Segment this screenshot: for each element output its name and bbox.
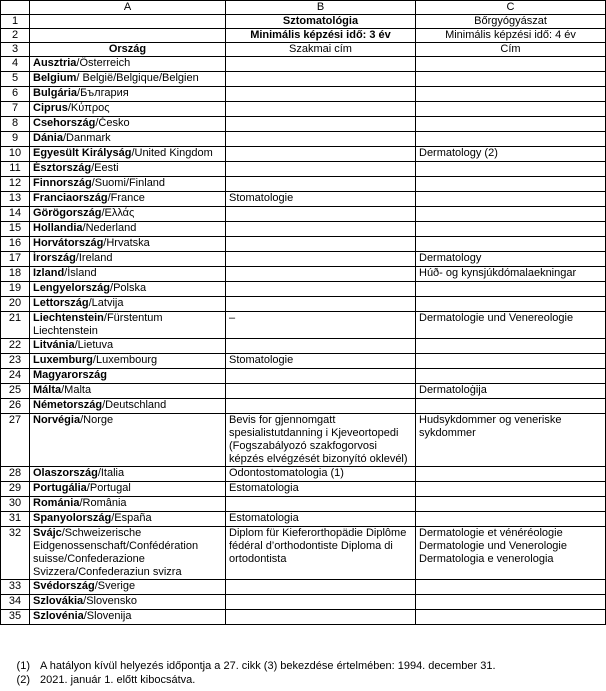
column-header-c[interactable]: C bbox=[416, 1, 606, 15]
dermatology-title-cell[interactable]: Dermatology bbox=[416, 252, 606, 267]
country-name: Dánia bbox=[33, 132, 63, 144]
stomatology-title-cell[interactable] bbox=[226, 162, 416, 177]
country-native-name: /Česko bbox=[95, 117, 130, 129]
stomatology-title-cell[interactable] bbox=[226, 132, 416, 147]
dermatology-title-cell[interactable] bbox=[416, 207, 606, 222]
country-cell[interactable] bbox=[30, 354, 226, 369]
table-row bbox=[1, 252, 606, 267]
row-number[interactable]: 10 bbox=[1, 147, 30, 162]
table-row bbox=[1, 237, 606, 252]
dermatology-title-cell[interactable]: Húð- og kynsjúkdómalaekningar bbox=[416, 267, 606, 282]
specialty-title-stomatology[interactable]: Sztomatológia bbox=[226, 15, 416, 29]
country-cell[interactable] bbox=[30, 282, 226, 297]
stomatology-title-cell[interactable] bbox=[226, 237, 416, 252]
country-native-name: /Polska bbox=[110, 282, 147, 294]
table-row bbox=[1, 162, 606, 177]
country-cell[interactable] bbox=[30, 177, 226, 192]
stomatology-title-cell[interactable] bbox=[226, 369, 416, 384]
country-name: Liechtenstein bbox=[33, 312, 104, 324]
row-number[interactable]: 14 bbox=[1, 207, 30, 222]
column-header-a[interactable]: A bbox=[30, 1, 226, 15]
cell-a2[interactable] bbox=[30, 29, 226, 43]
footnote-1 bbox=[0, 659, 606, 673]
row-number[interactable]: 19 bbox=[1, 282, 30, 297]
corner-cell bbox=[1, 1, 30, 15]
country-native-name: /Malta bbox=[61, 384, 92, 396]
country-native-name: /Sverige bbox=[94, 580, 136, 592]
country-native-name: / België/Belgique/Belgien bbox=[76, 72, 199, 84]
row-number[interactable]: 13 bbox=[1, 192, 30, 207]
stomatology-title-cell[interactable] bbox=[226, 57, 416, 72]
dermatology-title-cell[interactable]: Dermatoloġija bbox=[416, 384, 606, 399]
country-name: Lengyelország bbox=[33, 282, 111, 294]
footnote-number: (2) bbox=[16, 674, 30, 686]
country-cell[interactable] bbox=[30, 312, 226, 339]
header-row-1 bbox=[1, 15, 606, 29]
row-number[interactable]: 12 bbox=[1, 177, 30, 192]
row-number[interactable]: 9 bbox=[1, 132, 30, 147]
row-number[interactable]: 2 bbox=[1, 29, 30, 43]
country-native-name: /España bbox=[111, 512, 152, 524]
dermatology-title-cell[interactable] bbox=[416, 117, 606, 132]
country-cell[interactable] bbox=[30, 512, 226, 527]
country-native-name: /Hrvatska bbox=[103, 237, 150, 249]
country-name: Svájc bbox=[33, 527, 62, 539]
row-number[interactable]: 34 bbox=[1, 595, 30, 610]
row-number[interactable]: 27 bbox=[1, 414, 30, 467]
table-row bbox=[1, 414, 606, 467]
dermatology-title-cell[interactable] bbox=[416, 467, 606, 482]
country-native-name: /United Kingdom bbox=[131, 147, 213, 159]
dermatology-title-cell[interactable] bbox=[416, 399, 606, 414]
row-number[interactable]: 5 bbox=[1, 72, 30, 87]
country-cell[interactable] bbox=[30, 297, 226, 312]
row-number[interactable]: 32 bbox=[1, 527, 30, 580]
country-name: Málta bbox=[33, 384, 62, 396]
table-row bbox=[1, 399, 606, 414]
stomatology-title-cell[interactable] bbox=[226, 147, 416, 162]
dermatology-title-cell[interactable] bbox=[416, 512, 606, 527]
country-native-name: /Latvija bbox=[88, 297, 124, 309]
footnote-number: (1) bbox=[16, 660, 30, 672]
cell-a1[interactable] bbox=[30, 15, 226, 29]
stomatology-title-cell[interactable] bbox=[226, 580, 416, 595]
country-name: Olaszország bbox=[33, 467, 98, 479]
country-name: Izland bbox=[33, 267, 65, 279]
dermatology-title-cell[interactable] bbox=[416, 497, 606, 512]
table-row bbox=[1, 312, 606, 339]
table-row bbox=[1, 354, 606, 369]
country-cell[interactable] bbox=[30, 192, 226, 207]
row-number[interactable]: 7 bbox=[1, 102, 30, 117]
table-row bbox=[1, 369, 606, 384]
dermatology-title-cell[interactable] bbox=[416, 57, 606, 72]
country-native-name: /Ελλάς bbox=[101, 207, 135, 219]
table-row bbox=[1, 497, 606, 512]
row-number[interactable]: 11 bbox=[1, 162, 30, 177]
footnote-2 bbox=[0, 673, 606, 687]
country-cell[interactable] bbox=[30, 369, 226, 384]
country-native-name: /Deutschland bbox=[102, 399, 167, 411]
dermatology-title-cell[interactable] bbox=[416, 222, 606, 237]
table-row bbox=[1, 177, 606, 192]
table-row bbox=[1, 57, 606, 72]
table-row bbox=[1, 527, 606, 580]
dermatology-title-cell[interactable] bbox=[416, 354, 606, 369]
country-column-header[interactable]: Ország bbox=[30, 43, 226, 57]
stomatology-title-cell[interactable] bbox=[226, 399, 416, 414]
footnote-text: 2021. január 1. előtt kibocsátva. bbox=[40, 674, 196, 686]
dermatology-title-cell[interactable]: Dermatologie und Venereologie bbox=[416, 312, 606, 339]
column-header-b[interactable]: B bbox=[226, 1, 416, 15]
stomatology-title-cell[interactable] bbox=[226, 297, 416, 312]
stomatology-title-cell[interactable]: Estomatologia bbox=[226, 512, 416, 527]
country-name: Ciprus bbox=[33, 102, 68, 114]
table-row bbox=[1, 72, 606, 87]
table-row bbox=[1, 192, 606, 207]
country-name: Csehország bbox=[33, 117, 96, 129]
country-cell[interactable] bbox=[30, 384, 226, 399]
country-name: Franciaország bbox=[33, 192, 108, 204]
country-name: Litvánia bbox=[33, 339, 75, 351]
country-name: Hollandia bbox=[33, 222, 83, 234]
table-row bbox=[1, 207, 606, 222]
dermatology-title-cell[interactable] bbox=[416, 102, 606, 117]
row-number[interactable]: 22 bbox=[1, 339, 30, 354]
table-row bbox=[1, 117, 606, 132]
stomatology-title-cell[interactable] bbox=[226, 87, 416, 102]
country-native-name: /Ísland bbox=[64, 267, 97, 279]
country-cell[interactable] bbox=[30, 610, 226, 625]
dermatology-title-cell[interactable]: Dermatology (2) bbox=[416, 147, 606, 162]
header-row-2 bbox=[1, 29, 606, 43]
country-native-name: /Slovensko bbox=[83, 595, 137, 607]
table-row bbox=[1, 482, 606, 497]
stomatology-title-cell[interactable] bbox=[226, 282, 416, 297]
country-name: Szlovénia bbox=[33, 610, 84, 622]
table-row bbox=[1, 147, 606, 162]
stomatology-title-cell[interactable] bbox=[226, 610, 416, 625]
country-name: Norvégia bbox=[33, 414, 81, 426]
country-cell[interactable] bbox=[30, 497, 226, 512]
country-name: Svédország bbox=[33, 580, 95, 592]
country-name: Németország bbox=[33, 399, 103, 411]
country-native-name: /Italia bbox=[97, 467, 125, 479]
country-cell[interactable] bbox=[30, 147, 226, 162]
stomatology-title-cell[interactable]: Bevis for gjennomgatt spesialistutdanning i Kjeveortopedi (Fogszabályozó szakfogorvosi képzés elvégzését bizonyító oklevél) bbox=[226, 414, 416, 467]
country-name: Bulgária bbox=[33, 87, 78, 99]
table-row bbox=[1, 339, 606, 354]
row-number[interactable]: 15 bbox=[1, 222, 30, 237]
dermatology-title-cell[interactable]: Hudsykdommer og veneriske sykdommer bbox=[416, 414, 606, 467]
row-number[interactable]: 8 bbox=[1, 117, 30, 132]
dermatology-title-cell[interactable] bbox=[416, 595, 606, 610]
row-number[interactable]: 23 bbox=[1, 354, 30, 369]
row-number[interactable]: 33 bbox=[1, 580, 30, 595]
row-number[interactable]: 21 bbox=[1, 312, 30, 339]
row-number[interactable]: 25 bbox=[1, 384, 30, 399]
row-number[interactable]: 17 bbox=[1, 252, 30, 267]
row-number[interactable]: 31 bbox=[1, 512, 30, 527]
professional-title-header[interactable]: Szakmai cím bbox=[226, 43, 416, 57]
row-number[interactable]: 1 bbox=[1, 15, 30, 29]
country-native-name: /Österreich bbox=[76, 57, 131, 69]
country-name: Egyesült Királyság bbox=[33, 147, 132, 159]
dermatology-title-cell[interactable] bbox=[416, 369, 606, 384]
country-native-name: /Fürstentum Liechtenstein bbox=[33, 312, 163, 337]
country-name: Észtország bbox=[33, 162, 92, 174]
stomatology-title-cell[interactable]: Odontostomatologia (1) bbox=[226, 467, 416, 482]
country-cell[interactable] bbox=[30, 117, 226, 132]
country-native-name: /Danmark bbox=[62, 132, 111, 144]
stomatology-title-cell[interactable] bbox=[226, 207, 416, 222]
country-name: Románia bbox=[33, 497, 80, 509]
table-row bbox=[1, 580, 606, 595]
dermatology-title-cell[interactable] bbox=[416, 610, 606, 625]
dermatology-title-cell[interactable] bbox=[416, 87, 606, 102]
country-cell[interactable] bbox=[30, 132, 226, 147]
country-name: Ausztria bbox=[33, 57, 77, 69]
stomatology-title-cell[interactable] bbox=[226, 222, 416, 237]
stomatology-title-cell[interactable] bbox=[226, 117, 416, 132]
country-native-name: /Portugal bbox=[86, 482, 131, 494]
country-native-name: /Nederland bbox=[82, 222, 137, 234]
row-number[interactable]: 6 bbox=[1, 87, 30, 102]
min-training-dermatology[interactable]: Minimális képzési idő: 4 év bbox=[416, 29, 606, 43]
country-name: Horvátország bbox=[33, 237, 104, 249]
stomatology-title-cell[interactable]: – bbox=[226, 312, 416, 339]
country-cell[interactable] bbox=[30, 237, 226, 252]
country-native-name: /Lietuva bbox=[74, 339, 114, 351]
table-row bbox=[1, 297, 606, 312]
row-number[interactable]: 35 bbox=[1, 610, 30, 625]
country-native-name: /Schweizerische Eidgenossenschaft/Confédération suisse/Confederazione Svizzera/Confederaziun svizra bbox=[33, 527, 199, 578]
table-row bbox=[1, 102, 606, 117]
country-native-name: /France bbox=[107, 192, 145, 204]
table-row bbox=[1, 282, 606, 297]
country-cell[interactable] bbox=[30, 399, 226, 414]
country-cell[interactable] bbox=[30, 580, 226, 595]
footnotes bbox=[0, 659, 606, 687]
stomatology-title-cell[interactable] bbox=[226, 102, 416, 117]
country-native-name: /България bbox=[77, 87, 129, 99]
row-number[interactable]: 4 bbox=[1, 57, 30, 72]
country-native-name: /Ireland bbox=[75, 252, 113, 264]
stomatology-title-cell[interactable]: Diplom für Kieferorthopädie Diplôme fédéral d’orthodontiste Diploma di ortodontista bbox=[226, 527, 416, 580]
table-row bbox=[1, 467, 606, 482]
table-row bbox=[1, 222, 606, 237]
dermatology-title-cell[interactable]: Dermatologie et vénéréologie Dermatologie und Venerologie Dermatologia e venerologia bbox=[416, 527, 606, 580]
stomatology-title-cell[interactable] bbox=[226, 497, 416, 512]
table-row bbox=[1, 267, 606, 282]
table-row bbox=[1, 512, 606, 527]
stomatology-title-cell[interactable] bbox=[226, 252, 416, 267]
table-row bbox=[1, 87, 606, 102]
country-native-name: /România bbox=[79, 497, 127, 509]
row-number[interactable]: 18 bbox=[1, 267, 30, 282]
country-cell[interactable] bbox=[30, 207, 226, 222]
country-cell[interactable] bbox=[30, 595, 226, 610]
stomatology-title-cell[interactable] bbox=[226, 267, 416, 282]
country-native-name: /Eesti bbox=[91, 162, 119, 174]
dermatology-title-cell[interactable] bbox=[416, 482, 606, 497]
country-cell[interactable] bbox=[30, 527, 226, 580]
country-cell[interactable] bbox=[30, 252, 226, 267]
country-cell[interactable] bbox=[30, 87, 226, 102]
min-training-stomatology[interactable]: Minimális képzési idő: 3 év bbox=[226, 29, 416, 43]
dermatology-title-cell[interactable] bbox=[416, 177, 606, 192]
table-row bbox=[1, 610, 606, 625]
country-cell[interactable] bbox=[30, 57, 226, 72]
country-cell[interactable] bbox=[30, 467, 226, 482]
table-row bbox=[1, 132, 606, 147]
country-native-name: /Slovenija bbox=[83, 610, 132, 622]
country-cell[interactable] bbox=[30, 414, 226, 467]
country-name: Görögország bbox=[33, 207, 102, 219]
row-number[interactable]: 29 bbox=[1, 482, 30, 497]
country-name: Írország bbox=[33, 252, 76, 264]
row-number[interactable]: 28 bbox=[1, 467, 30, 482]
country-cell[interactable] bbox=[30, 482, 226, 497]
country-name: Portugália bbox=[33, 482, 87, 494]
row-number[interactable]: 20 bbox=[1, 297, 30, 312]
row-number[interactable]: 30 bbox=[1, 497, 30, 512]
stomatology-title-cell[interactable] bbox=[226, 339, 416, 354]
stomatology-title-cell[interactable] bbox=[226, 72, 416, 87]
dermatology-title-cell[interactable] bbox=[416, 192, 606, 207]
table-row bbox=[1, 595, 606, 610]
country-cell[interactable] bbox=[30, 267, 226, 282]
row-number[interactable]: 16 bbox=[1, 237, 30, 252]
country-name: Belgium bbox=[33, 72, 77, 84]
row-number[interactable]: 26 bbox=[1, 399, 30, 414]
country-native-name: /Suomi/Finland bbox=[91, 177, 166, 189]
country-native-name: /Luxembourg bbox=[92, 354, 158, 366]
stomatology-title-cell[interactable] bbox=[226, 177, 416, 192]
dermatology-title-cell[interactable] bbox=[416, 237, 606, 252]
dermatology-title-cell[interactable] bbox=[416, 339, 606, 354]
country-name: Lettország bbox=[33, 297, 89, 309]
stomatology-title-cell[interactable]: Estomatologia bbox=[226, 482, 416, 497]
country-cell[interactable] bbox=[30, 222, 226, 237]
header-row-3 bbox=[1, 43, 606, 57]
stomatology-title-cell[interactable]: Stomatologie bbox=[226, 354, 416, 369]
stomatology-title-cell[interactable] bbox=[226, 595, 416, 610]
specialty-title-dermatology[interactable]: Bőrgyógyászat bbox=[416, 15, 606, 29]
country-cell[interactable] bbox=[30, 339, 226, 354]
country-cell[interactable] bbox=[30, 162, 226, 177]
dermatology-title-cell[interactable] bbox=[416, 132, 606, 147]
column-header-row bbox=[1, 1, 606, 15]
country-name: Luxemburg bbox=[33, 354, 93, 366]
country-name: Spanyolország bbox=[33, 512, 112, 524]
dermatology-title-cell[interactable] bbox=[416, 282, 606, 297]
dermatology-title-cell[interactable] bbox=[416, 297, 606, 312]
row-number[interactable]: 24 bbox=[1, 369, 30, 384]
row-number[interactable]: 3 bbox=[1, 43, 30, 57]
footnote-text: A hatályon kívül helyezés időpontja a 27. cikk (3) bekezdése értelmében: 1994. december 31. bbox=[40, 660, 496, 672]
table-row bbox=[1, 384, 606, 399]
country-name: Finnország bbox=[33, 177, 92, 189]
dermatology-title-cell[interactable] bbox=[416, 72, 606, 87]
dermatology-title-cell[interactable] bbox=[416, 162, 606, 177]
country-native-name: /Κύπρος bbox=[67, 102, 110, 114]
dermatology-title-cell[interactable] bbox=[416, 580, 606, 595]
country-native-name: /Norge bbox=[80, 414, 114, 426]
title-header[interactable]: Cím bbox=[416, 43, 606, 57]
country-name: Magyarország bbox=[33, 369, 107, 381]
stomatology-title-cell[interactable] bbox=[226, 384, 416, 399]
stomatology-title-cell[interactable]: Stomatologie bbox=[226, 192, 416, 207]
country-cell[interactable] bbox=[30, 102, 226, 117]
country-name: Szlovákia bbox=[33, 595, 84, 607]
country-cell[interactable] bbox=[30, 72, 226, 87]
